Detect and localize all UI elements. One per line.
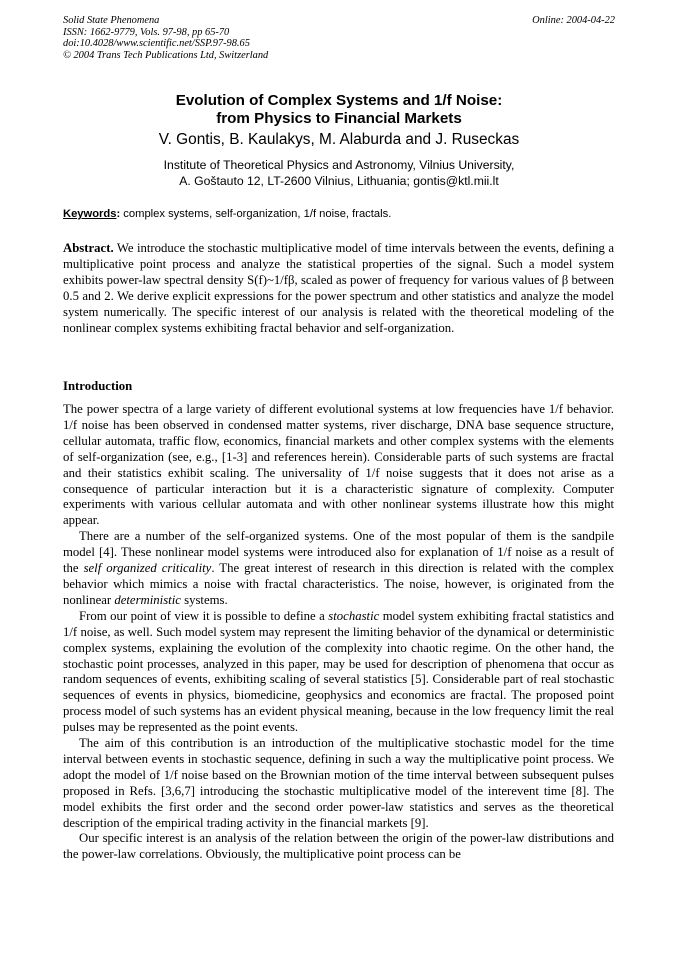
affiliation [0,158,678,189]
keywords-label: Keywords [63,208,117,220]
p2-text-a: There are a number of the self-organized systems. One of the most popular of them is the sandpile model [4]. These nonlinear model systems were introduced also for explanation of 1/f noise as a result of the [63,529,614,576]
p2-text-b: . The great interest of research in this direction is related with the complex behavior which mimics a noise with fractal characteristics. The noise, however, is originated from the nonlinear [63,561,614,607]
header-clipped-line [63,62,615,67]
keywords-colon: : [116,208,121,220]
p3-text-a: From our point of view it is possible to define a [79,608,329,623]
abstract-text: We introduce the stochastic multiplicative model of time intervals between the events, defining a multiplicative point process and analyze the statistical properties of the signal. Such a model system exhibits power-law spectral density S(f)~1/fβ, scaled as power of frequency for various values of β between 0.5 and 2. We derive explicit expressions for the power spectrum and other statistics and analyze the model system numerically. The specific interest of our analysis is related with the theoretical modeling of the nonlinear complex systems exhibiting fractal behavior and self-organization. [63,241,614,335]
p2-text-c: systems. [180,592,228,607]
intro-paragraph-1: The power spectra of a large variety of different evolutional systems at low frequencies have 1/f behavior. 1/f noise has been observed in condensed matter systems, river discharge, DNA base sequence structure, cellular automata, traffic flow, economics, financial markets and other complex systems with the elements of self-organization (see, e.g., [1-3] and references herein). Considerable parts of such systems are fractal and their statistics exhibit scaling. The universality of 1/f noise suggests that it does not arise as a consequence of particular interaction but it is a characteristic signature of complexity. Computer experiments with various cellular automata and with other nonlinear systems illustrate how this might appear. [63,402,614,528]
author-list: V. Gontis, B. Kaulakys, M. Alaburda and J. Ruseckas [158,131,520,148]
keywords [63,207,623,221]
journal-header [63,15,615,67]
intro-paragraph-5: Our specific interest is an analysis of the relation between the origin of the power-law distributions and the power-law correlations. Obviously, the multiplicative point process can be [63,831,614,862]
online-date: Online: 2004-04-22 [532,15,615,26]
p3-emphasis-stochastic: stochastic [328,608,380,623]
abstract [63,241,614,336]
intro-paragraph-4: The aim of this contribution is an introduction of the multiplicative stochastic model for the time interval between events in stochastic sequence, defining in such a way the multiplicative point process. We adopt the model of 1/f noise based on the Brownian motion of the time interval between subsequent pulses proposed in Refs. [3,6,7] introducing the stochastic multiplicative model of the interevent time [8]. The model exhibits the first order and the second order power-law statistics and serves as the theoretical description of the empirical trading activity in the financial markets [9]. [63,736,614,830]
intro-paragraph-2 [63,529,614,609]
title-line-2: from Physics to Financial Markets [216,110,462,127]
p2-emphasis-deterministic: deterministic [114,592,181,607]
paper-title [0,92,678,128]
affiliation-line-1: Institute of Theoretical Physics and Astronomy, Vilnius University, [163,158,515,172]
introduction-body [63,402,614,863]
abstract-label: Abstract. [63,241,114,255]
title-line-1: Evolution of Complex Systems and 1/f Noise: [175,92,503,109]
p3-text-b: model system exhibiting fractal statistics and 1/f noise, as well. Such model system may represent the limiting behavior of the dynamical or deterministic complex systems, explaining the evolution of the complexity into chaotic regime. On the other hand, the stochastic point processes, analyzed in this paper, may be used for description of phenomena that occur as random sequences of events, exhibiting scaling of several statistics [5]. Considerable part of real stochastic sequences of events in physics, biomedicine, geophysics and economics are fractal. The proposed point process model of such systems has an evident physical meaning, because in the low frequency limit the real pulses may be represented as the point events. [63,608,614,735]
section-heading-introduction: Introduction [63,379,133,393]
intro-paragraph-3 [63,609,614,736]
doi-line: doi:10.4028/www.scientific.net/SSP.97-98.65 [63,38,250,50]
affiliation-line-2: A. Goštauto 12, LT-2600 Vilnius, Lithuania; gontis@ktl.mii.lt [179,173,499,188]
journal-name: Solid State Phenomena [63,15,160,26]
issn-line: ISSN: 1662-9779, Vols. 97-98, pp 65-70 [63,26,230,38]
copyright-line: © 2004 Trans Tech Publications Ltd, Switzerland [63,50,269,62]
p2-emphasis-soc: self organized criticality [83,561,212,576]
keywords-text: complex systems, self-organization, 1/f noise, fractals. [120,208,392,220]
